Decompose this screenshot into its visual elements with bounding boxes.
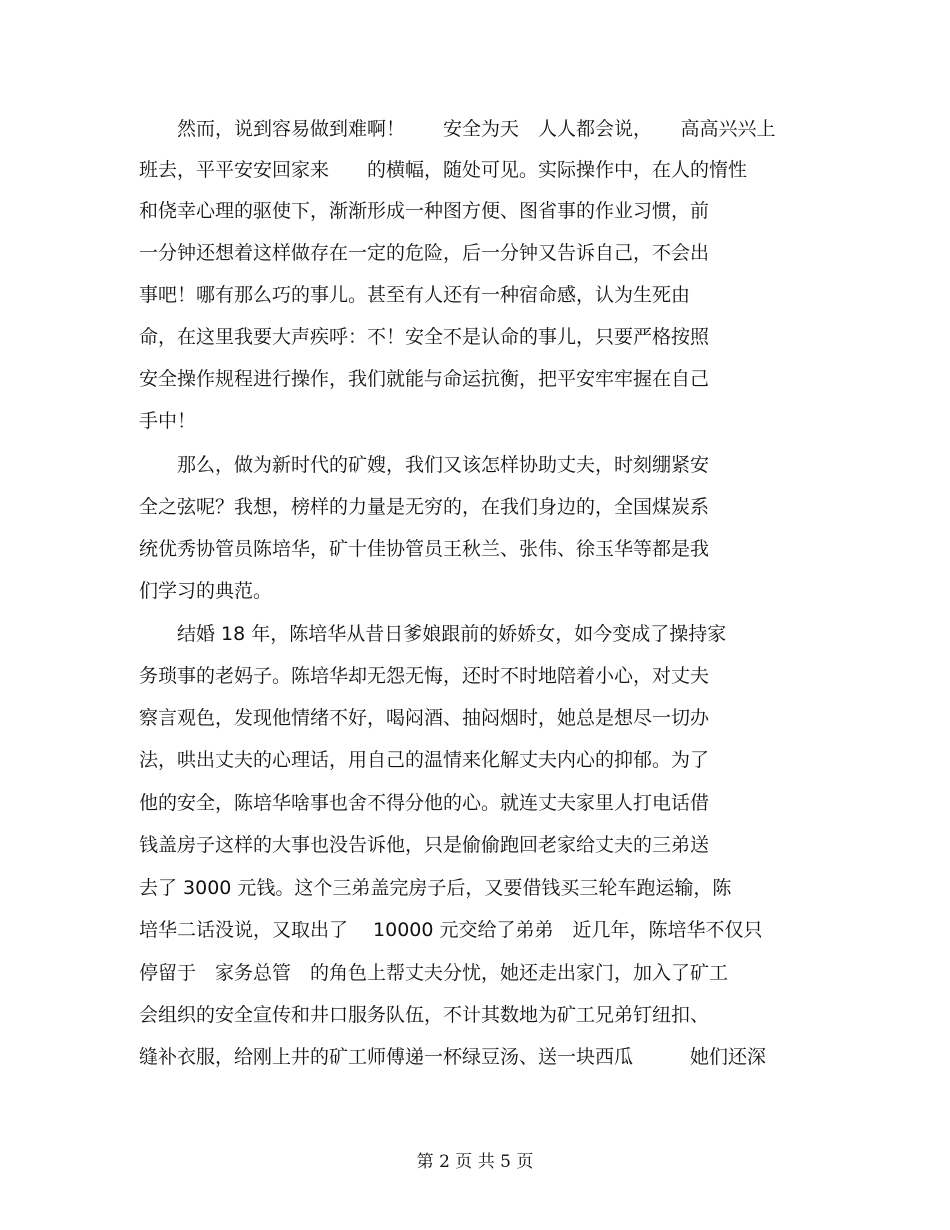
text-line-1: 然而，说到容易做到难啊！ 安全为天 人人都会说， 高高兴兴上: [139, 118, 776, 140]
text-line-4: 一分钟还想着这样做存在一定的危险，后一分钟又告诉自己，不会出: [139, 242, 710, 264]
text-line-18: 钱盖房子这样的大事也没告诉他，只是偷偷跑回老家给丈夫的三弟送: [139, 834, 710, 856]
text-line-2: 班去，平平安安回家来 的横幅，随处可见。实际操作中，在人的惰性: [139, 159, 748, 181]
text-line-17: 他的安全，陈培华啥事也舍不得分他的心。就连丈夫家里人打电话借: [139, 792, 710, 814]
text-line-23: 缝补衣服，给刚上井的矿工师傅递一杯绿豆汤、送一块西瓜 她们还深: [139, 1046, 767, 1068]
text-line-7: 安全操作规程进行操作，我们就能与命运抗衡，把平安牢牢握在自己: [139, 368, 710, 390]
text-line-6: 命，在这里我要大声疾呼：不！安全不是认命的事儿，只要严格按照: [139, 326, 710, 348]
text-line-22: 会组织的安全宣传和井口服务队伍，不计其数地为矿工兄弟钉纽扣、: [139, 1004, 710, 1026]
text-line-16: 法，哄出丈夫的心理话，用自己的温情来化解丈夫内心的抑郁。为了: [139, 749, 710, 771]
text-line-3: 和侥幸心理的驱使下，渐渐形成一种图方便、图省事的作业习惯，前: [139, 200, 710, 222]
text-line-21: 停留于 家务总管 的角色上帮丈夫分忧，她还走出家门，加入了矿工: [139, 962, 729, 984]
text-line-11: 统优秀协管员陈培华，矿十佳协管员王秋兰、张伟、徐玉华等都是我: [139, 538, 710, 560]
text-line-10: 全之弦呢？我想，榜样的力量是无穷的，在我们身边的，全国煤炭系: [139, 496, 710, 518]
text-line-19: 去了 3000 元钱。这个三弟盖完房子后，又要借钱买三轮车跑运输，陈: [139, 877, 732, 899]
text-line-14: 务琐事的老妈子。陈培华却无怨无悔，还时不时地陪着小心，对丈夫: [139, 665, 710, 687]
text-line-13: 结婚 18 年，陈培华从昔日爹娘跟前的娇娇女，如今变成了操持家: [139, 623, 727, 645]
text-line-5: 事吧！哪有那么巧的事儿。甚至有人还有一种宿命感，认为生死由: [139, 284, 691, 306]
text-line-9: 那么，做为新时代的矿嫂，我们又该怎样协助丈夫，时刻绷紧安: [139, 454, 710, 476]
text-line-8: 手中！: [139, 410, 197, 432]
page-number-footer: 第 2 页 共 5 页: [416, 1152, 534, 1172]
text-line-20: 培华二话没说，又取出了 10000 元交给了弟弟 近几年，陈培华不仅只: [139, 919, 763, 941]
text-line-15: 察言观色，发现他情绪不好，喝闷酒、抽闷烟时，她总是想尽一切办: [139, 707, 710, 729]
text-line-12: 们学习的典范。: [139, 580, 273, 602]
